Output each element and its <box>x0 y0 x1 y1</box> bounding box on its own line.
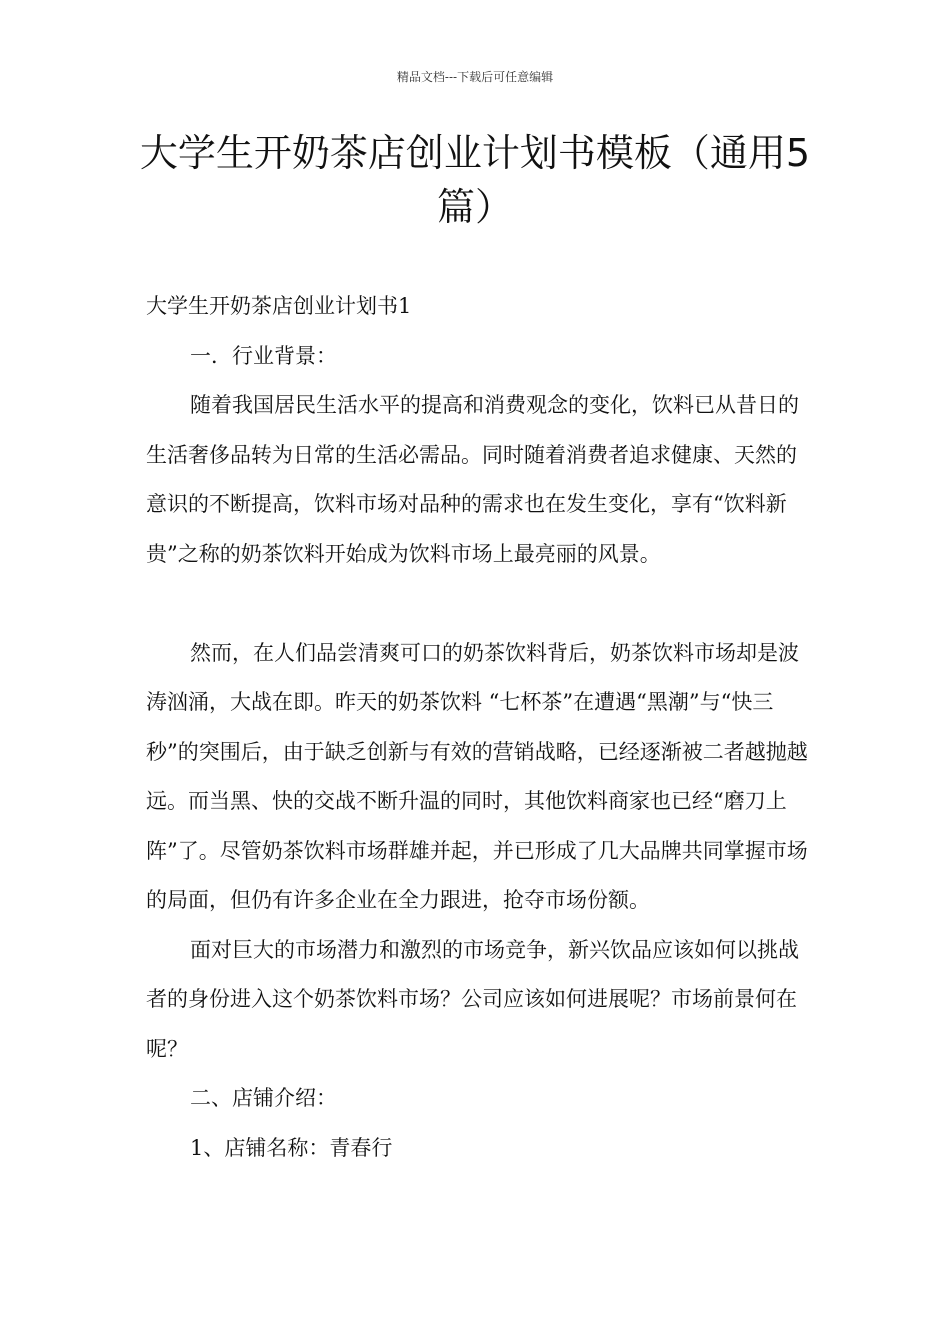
paragraph-3: 面对巨大的市场潜力和激烈的市场竞争，新兴饮品应该如何以挑战者的身份进入这个奶茶饮料市场？公司应该如何进展呢？市场前景何在呢？ <box>146 937 799 1061</box>
document-title: 大学生开奶茶店创业计划书模板（通用5篇） <box>139 131 811 229</box>
list-item-store-name: 1、店铺名称：青春行 <box>190 1135 393 1160</box>
header-watermark: 精品文档---下载后可任意编辑 <box>396 70 554 84</box>
document-body <box>146 282 816 1173</box>
paragraph-2: 然而，在人们品尝清爽可口的奶茶饮料背后，奶茶饮料市场却是波涛汹涌，大战在即。昨天的奶茶饮料 “七杯茶”在遭遇“黑潮”与“快三秒”的突围后，由于缺乏创新与有效的营销战略，已经逐渐被二者越抛越远。而当黑、快的交战不断升温的同时，其他饮料商家也已经“磨刀上阵”了。尽管奶茶饮料市场群雄并起，并已形成了几大品牌共同掌握市场的局面，但仍有许多企业在全力跟进，抢夺市场份额。 <box>146 640 808 912</box>
paragraph-1: 随着我国居民生活水平的提高和消费观念的变化，饮料已从昔日的生活奢侈品转为日常的生活必需品。同时随着消费者追求健康、天然的意识的不断提高，饮料市场对品种的需求也在发生变化，享有“饮料新贵”之称的奶茶饮料开始成为饮料市场上最亮丽的风景。 <box>146 393 799 566</box>
section-heading-industry: 一．行业背景： <box>190 343 337 368</box>
paragraph-gap <box>146 579 816 629</box>
section-subtitle: 大学生开奶茶店创业计划书1 <box>146 294 412 318</box>
section-heading-store: 二、店铺介绍： <box>190 1086 337 1110</box>
